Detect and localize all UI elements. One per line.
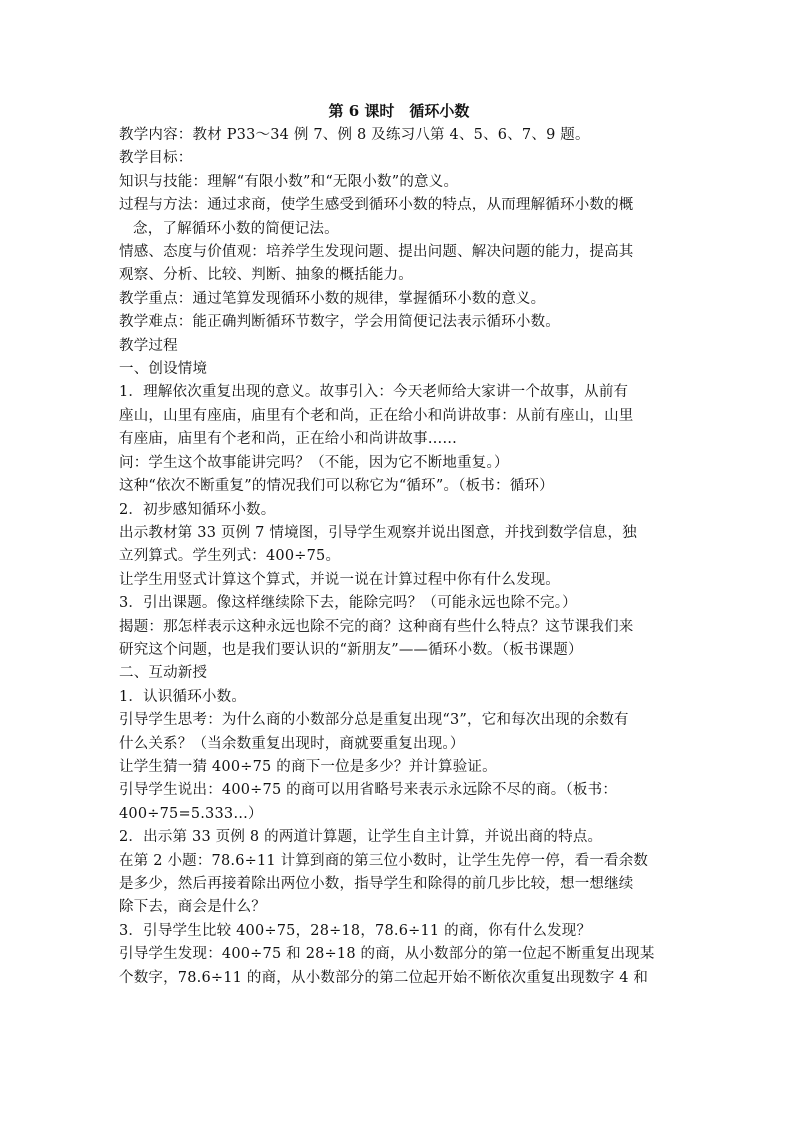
guess-next-digit-line: 让学生猜一猜 400÷75 的商下一位是多少？并计算验证。 [119,758,497,775]
discovery-line-1: 引导学生发现：400÷75 和 28÷18 的商，从小数部分的第一位起不断重复出现某 [119,946,655,963]
teaching-difficulty: 教学难点：能正确判断循环节数字，学会用简便记法表示循环小数。 [119,314,560,331]
question-2-line-3: 除下去，商会是什么？ [119,899,266,916]
goal-emotion-values-line-1: 情感、态度与价值观：培养学生发现问题、提出问题、解决问题的能力，提高其 [119,244,634,261]
step-initial-perception: 2．初步感知循环小数。 [119,501,276,518]
loop-definition-line: 这种“依次不断重复”的情况我们可以称它为“循环”。（板书：循环） [119,478,554,495]
step-introduce-topic: 3．引出课题。像这样继续除下去，能除完吗？（可能永远也除不完。） [119,595,577,612]
story-intro-line-3: 有座庙，庙里有个老和尚，正在给小和尚讲故事…… [119,431,458,448]
reveal-topic-line-1: 揭题：那怎样表示这种永远也除不完的商？这种商有些什么特点？这节课我们来 [119,618,634,635]
step-compare-quotients: 3．引导学生比较 400÷75，28÷18，78.6÷11 的商，你有什么发现？ [119,922,592,939]
question-2-line-1: 在第 2 小题：78.6÷11 计算到商的第三位小数时，让学生先停一停，看一看余数 [119,852,649,869]
step-recognize-repeating-decimal: 1．认识循环小数。 [119,688,247,705]
lesson-title: 第 6 课时 循环小数 [328,102,470,120]
teaching-content-line: 教学内容：教材 P33～34 例 7、例 8 及练习八第 4、5、6、7、9 题。 [119,127,590,143]
guide-thinking-line-1: 引导学生思考：为什么商的小数部分总是重复出现“3”，它和每次出现的余数有 [119,712,629,729]
example-7-line-2: 立列算式。学生列式：400÷75。 [119,548,341,565]
ellipsis-explanation-line-1: 引导学生说出：400÷75 的商可以用省略号来表示永远除不尽的商。（板书： [119,782,618,799]
reveal-topic-line-2: 研究这个问题，也是我们要认识的“新朋友”——循环小数。（板书课题） [119,641,583,658]
goal-knowledge-skills: 知识与技能：理解“有限小数”和“无限小数”的意义。 [119,173,459,190]
vertical-calculation-line: 让学生用竖式计算这个算式，并说一说在计算过程中你有什么发现。 [119,571,560,588]
question-2-line-2: 是多少，然后再接着除出两位小数，指导学生和除得的前几步比较，想一想继续 [119,876,634,892]
goal-process-methods-line-1: 过程与方法：通过求商，使学生感受到循环小数的特点，从而理解循环小数的概 [119,197,634,214]
discovery-line-2: 个数字，78.6÷11 的商，从小数部分的第二位起开始不断依次重复出现数字 4 和 [119,969,649,986]
goal-emotion-values-line-2: 观察、分析、比较、判断、抽象的概括能力。 [119,267,413,284]
example-8-line: 2．出示第 33 页例 8 的两道计算题，让学生自主计算，并说出商的特点。 [119,829,603,846]
goal-process-methods-line-2: 念，了解循环小数的简便记法。 [133,220,339,237]
story-intro-line-2: 座山，山里有座庙，庙里有个老和尚，正在给小和尚讲故事：从前有座山，山里 [119,407,634,424]
ellipsis-explanation-line-2: 400÷75=5.333…） [119,805,263,822]
teaching-goals-heading: 教学目标： [119,150,193,167]
section-heading-interactive: 二、互动新授 [119,665,208,682]
teaching-process-heading: 教学过程 [119,337,178,354]
document-body [119,99,679,990]
example-7-line-1: 出示教材第 33 页例 7 情境图，引导学生观察并说出图意，并找到数学信息，独 [119,524,637,541]
section-heading-scenario: 一、创设情境 [119,361,208,378]
question-story-line: 问：学生这个故事能讲完吗？（不能，因为它不断地重复。） [119,454,509,471]
teaching-key-point: 教学重点：通过笔算发现循环小数的规律，掌握循环小数的意义。 [119,290,546,307]
story-intro-line-1: 1．理解依次重复出现的意义。故事引入：今天老师给大家讲一个故事，从前有 [119,384,629,401]
guide-thinking-line-2: 什么关系？（当余数重复出现时，商就要重复出现。） [119,735,465,752]
